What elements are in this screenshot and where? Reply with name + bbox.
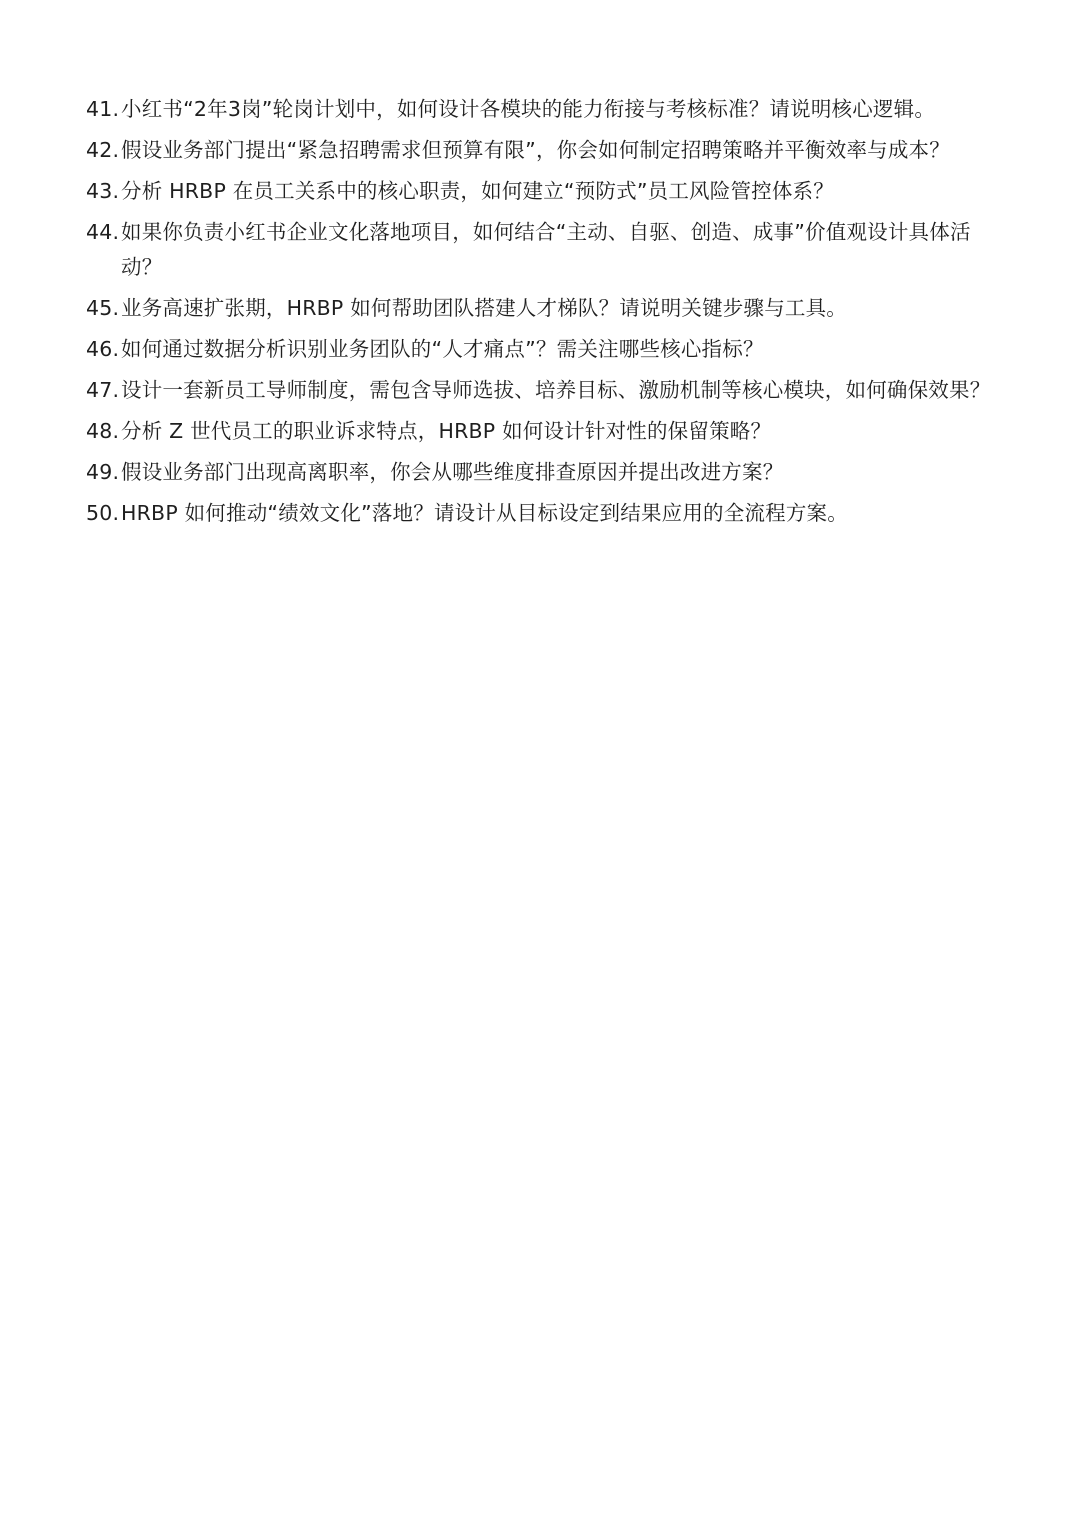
question-number: 42.: [86, 138, 120, 162]
question-item: [86, 92, 996, 127]
question-number: 48.: [86, 419, 120, 443]
question-item: [86, 496, 996, 531]
question-item: [86, 414, 996, 449]
question-list: [86, 92, 996, 537]
question-number: 50.: [86, 501, 120, 525]
question-text: 设计一套新员工导师制度，需包含导师选拔、培养目标、激励机制等核心模块，如何确保效果？: [121, 378, 991, 402]
question-text: 假设业务部门出现高离职率，你会从哪些维度排查原因并提出改进方案？: [121, 460, 784, 484]
question-text: 如果你负责小红书企业文化落地项目，如何结合“主动、自驱、创造、成事”价值观设计具体活动？: [121, 220, 971, 279]
question-text: 假设业务部门提出“紧急招聘需求但预算有限”，你会如何制定招聘策略并平衡效率与成本？: [121, 138, 950, 162]
question-number: 49.: [86, 460, 120, 484]
question-item: [86, 291, 996, 326]
question-item: [86, 133, 996, 168]
question-number: 43.: [86, 179, 120, 203]
question-text: 如何通过数据分析识别业务团队的“人才痛点”？需关注哪些核心指标？: [121, 337, 764, 361]
question-item: [86, 455, 996, 490]
question-number: 46.: [86, 337, 120, 361]
question-number: 45.: [86, 296, 120, 320]
question-item: [86, 215, 996, 285]
question-item: [86, 332, 996, 367]
question-text: 业务高速扩张期，HRBP 如何帮助团队搭建人才梯队？请说明关键步骤与工具。: [121, 296, 847, 320]
question-text: 分析 Z 世代员工的职业诉求特点，HRBP 如何设计针对性的保留策略？: [121, 419, 772, 443]
question-text: 分析 HRBP 在员工关系中的核心职责，如何建立“预防式”员工风险管控体系？: [121, 179, 834, 203]
question-number: 47.: [86, 378, 120, 402]
question-text: 小红书“2年3岗”轮岗计划中，如何设计各模块的能力衔接与考核标准？请说明核心逻辑。: [121, 97, 936, 121]
question-number: 41.: [86, 97, 120, 121]
question-item: [86, 373, 996, 408]
question-number: 44.: [86, 220, 120, 244]
question-text: HRBP 如何推动“绩效文化”落地？请设计从目标设定到结果应用的全流程方案。: [121, 501, 848, 525]
question-item: [86, 174, 996, 209]
